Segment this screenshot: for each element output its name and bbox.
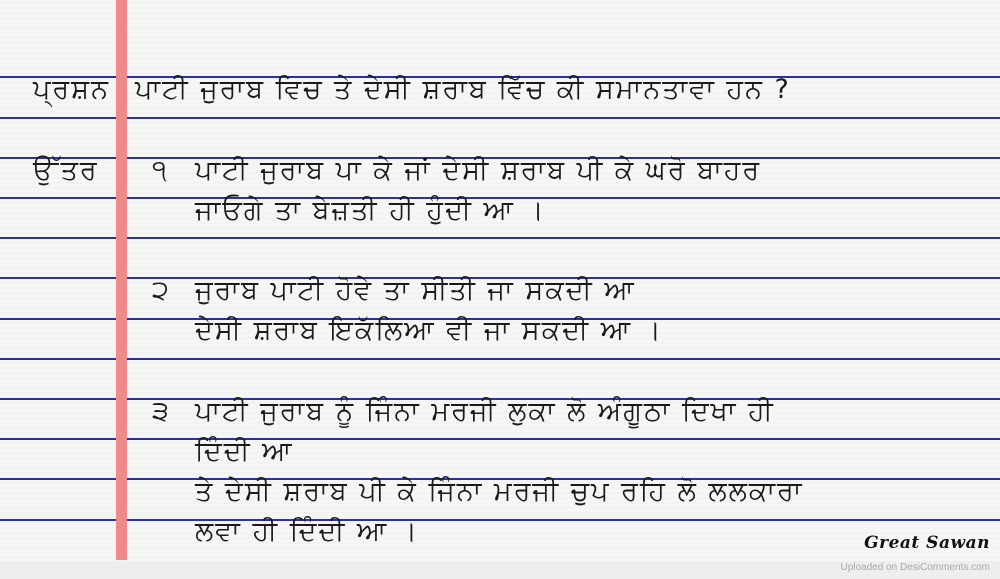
point-line: ਦੇਸੀ ਸ਼ਰਾਬ ਇਕੱਲਿਆ ਵੀ ਜਾ ਸਕਦੀ ਆ । [195, 315, 663, 346]
ruled-line [0, 237, 1000, 239]
point-line: ਤੇ ਦੇਸੀ ਸ਼ਰਾਬ ਪੀ ਕੇ ਜਿੰਨਾ ਮਰਜੀ ਚੁਪ ਰਹਿ ਲੋ ਲਲਕਾਰਾ [195, 476, 804, 507]
brand-signature: Great Sawan [864, 533, 990, 553]
point-number: ੨ [152, 275, 171, 306]
ruled-line [0, 358, 1000, 360]
point-number: ੧ [152, 155, 169, 186]
point-line: ਪਾਟੀ ਜੁਰਾਬ ਪਾ ਕੇ ਜਾਂ ਦੇਸੀ ਸ਼ਰਾਬ ਪੀ ਕੇ ਘਰੋ ਬਾਹਰ [195, 155, 762, 186]
point-line: ਦਿੰਦੀ ਆ [195, 436, 294, 467]
question-text: ਪਾਟੀ ਜੁਰਾਬ ਵਿਚ ਤੇ ਦੇਸੀ ਸ਼ਰਾਬ ਵਿੱਚ ਕੀ ਸਮਾਨਤਾਵਾ ਹਨ ? [135, 74, 791, 105]
point-line: ਜੁਰਾਬ ਪਾਟੀ ਹੋਵੇ ਤਾ ਸੀਤੀ ਜਾ ਸਕਦੀ ਆ [195, 275, 636, 306]
ruled-line [0, 519, 1000, 521]
answer-label: ਉੱਤਰ [33, 155, 99, 186]
ruled-line [0, 117, 1000, 119]
upload-credit: Uploaded on DesiComments.com [840, 562, 990, 573]
point-number: ੩ [152, 396, 171, 427]
question-label: ਪ੍ਰਸ਼ਨ [33, 74, 111, 105]
point-line: ਜਾਓਗੇ ਤਾ ਬੇਜ਼ਤੀ ਹੀ ਹੁੰਦੀ ਆ । [195, 195, 546, 226]
point-line: ਲਵਾ ਹੀ ਦਿੰਦੀ ਆ । [195, 516, 420, 547]
ruled-line [0, 438, 1000, 440]
point-line: ਪਾਟੀ ਜੁਰਾਬ ਨੂੰ ਜਿੰਨਾ ਮਰਜੀ ਲੁਕਾ ਲੋ ਅੰਗੂਠਾ ਦਿਖਾ ਹੀ [195, 396, 775, 427]
margin-line [116, 0, 127, 560]
